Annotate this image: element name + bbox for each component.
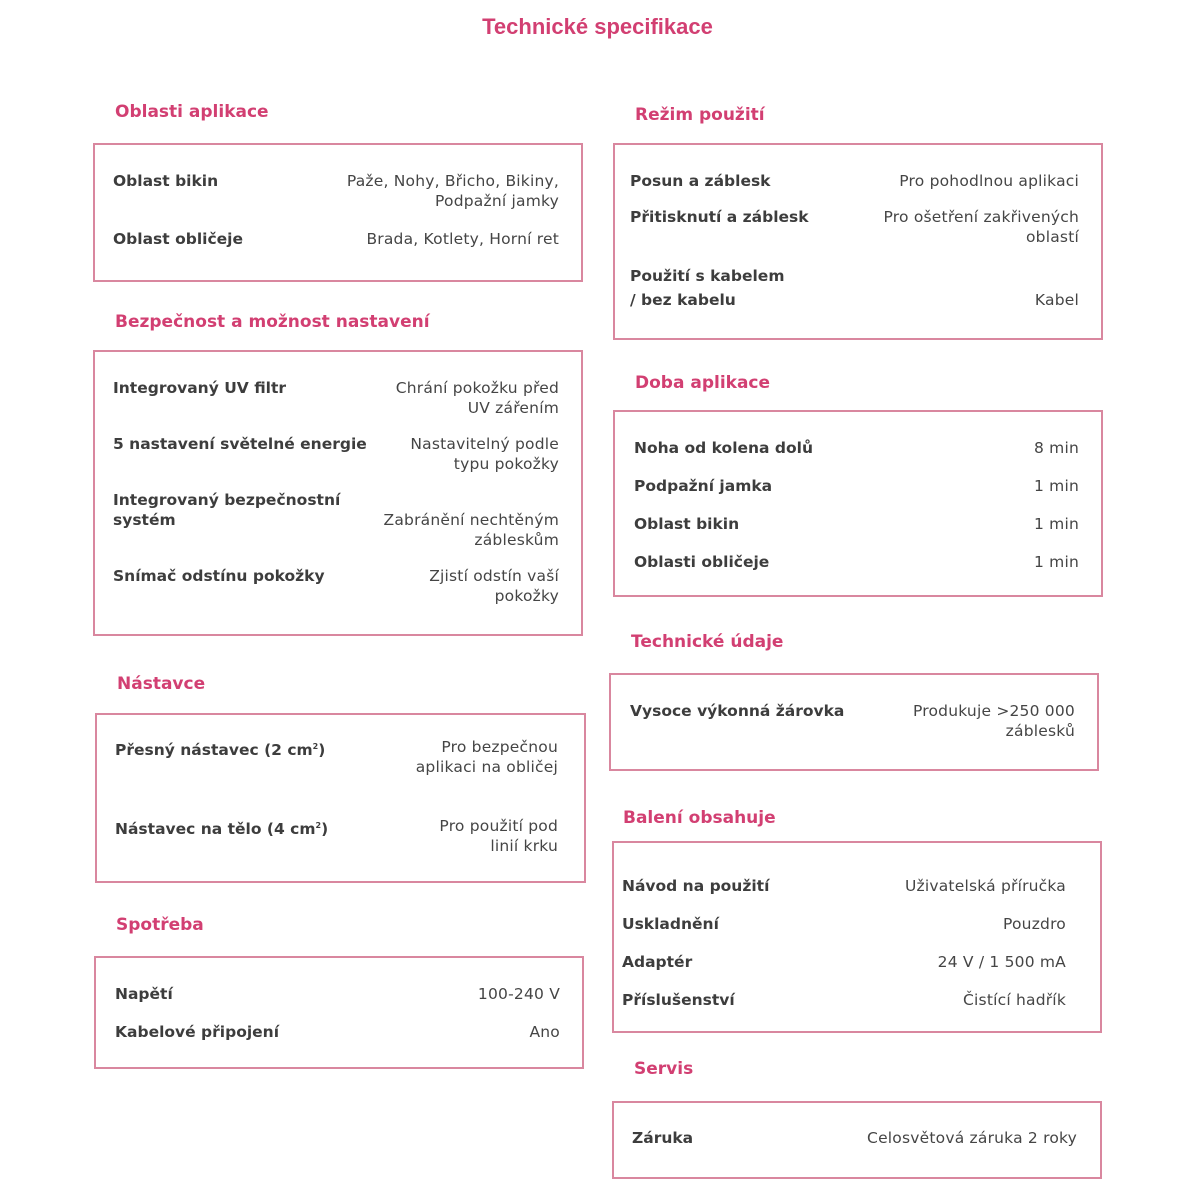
spec-row: [113, 566, 559, 606]
spec-key: Přitisknutí a záblesk: [630, 208, 809, 226]
section-title-servis: Servis: [634, 1059, 694, 1079]
spec-row: [632, 1128, 1077, 1148]
section-title-doba-aplikace: Doba aplikace: [635, 373, 771, 393]
spec-value: [410, 434, 559, 474]
spec-value: [439, 816, 558, 856]
spec-value: Uživatelská příručka: [904, 877, 1066, 895]
spec-value-line: Chrání pokožku před: [395, 379, 559, 397]
spec-row: [113, 434, 559, 474]
superscript: 2: [312, 742, 319, 751]
spec-box-oblasti-aplikace: [93, 143, 583, 282]
spec-value-line: Paže, Nohy, Břicho, Bikiny,: [346, 172, 559, 190]
spec-row: [622, 990, 1066, 1010]
spec-key-text: ): [318, 741, 326, 760]
spec-value: 1 min: [1033, 553, 1079, 571]
spec-value: Pouzdro: [1003, 915, 1066, 933]
spec-value: 100-240 V: [477, 985, 560, 1003]
spec-key: Návod na použití: [622, 877, 770, 895]
spec-key: Kabelové připojení: [115, 1023, 280, 1041]
spec-value-line: Pro ošetření zakřivených: [883, 208, 1079, 226]
spec-key: [113, 490, 340, 550]
spec-value-line: zábleskům: [474, 531, 559, 549]
spec-box-nastavce: [95, 713, 586, 883]
spec-value-line: Zabránění nechtěným: [383, 511, 559, 529]
spec-key: Oblast obličeje: [113, 230, 243, 248]
spec-value: 8 min: [1033, 439, 1079, 457]
spec-value: Pro pohodlnou aplikaci: [899, 172, 1079, 190]
spec-row: [634, 476, 1079, 496]
spec-key: [115, 737, 325, 777]
spec-key: Záruka: [632, 1129, 694, 1147]
spec-value: Ano: [529, 1023, 560, 1041]
spec-value: [913, 701, 1075, 741]
section-title-nastavce: Nástavce: [117, 674, 206, 694]
spec-row: [115, 816, 558, 856]
spec-row: [634, 552, 1079, 572]
spec-key: Podpažní jamka: [634, 477, 773, 495]
spec-key-text: Nástavec na tělo (4 cm: [115, 820, 316, 839]
spec-row: [634, 438, 1079, 458]
spec-value: 1 min: [1033, 515, 1079, 533]
spec-value: [416, 737, 558, 777]
spec-value: 24 V / 1 500 mA: [937, 953, 1066, 971]
spec-key: [630, 264, 784, 312]
section-title-technicke-udaje: Technické údaje: [631, 632, 784, 652]
spec-value-line: Podpažní jamky: [435, 192, 559, 210]
spec-value-line: aplikaci na obličej: [415, 758, 558, 776]
spec-value-line: linií krku: [490, 837, 558, 855]
spec-value-line: Produkuje >250 000: [912, 702, 1075, 720]
spec-row: [622, 914, 1066, 934]
spec-value-line: záblesků: [1005, 722, 1075, 740]
spec-value: [396, 378, 559, 418]
section-title-baleni: Balení obsahuje: [623, 808, 776, 828]
spec-value: Kabel: [1034, 291, 1079, 309]
spec-value-line: Pro bezpečnou: [441, 738, 558, 756]
spec-row: [630, 207, 1079, 247]
spec-key-line: systém: [113, 511, 176, 529]
spec-row: [622, 876, 1066, 896]
spec-box-baleni: [612, 841, 1102, 1033]
page-title: Technické specifikace: [482, 14, 713, 39]
spec-row: [630, 264, 1079, 312]
spec-value-line: oblastí: [1026, 228, 1079, 246]
spec-key: Vysoce výkonná žárovka: [630, 702, 845, 720]
spec-row: [113, 378, 559, 418]
spec-key: [115, 816, 328, 856]
spec-value: 1 min: [1033, 477, 1079, 495]
spec-key: Snímač odstínu pokožky: [113, 567, 325, 585]
spec-value: Celosvětová záruka 2 roky: [867, 1129, 1077, 1147]
spec-value: [347, 171, 559, 211]
spec-key: Oblasti obličeje: [634, 553, 770, 571]
spec-row: [634, 514, 1079, 534]
spec-key: Oblast bikin: [634, 515, 740, 533]
spec-value-line: pokožky: [494, 587, 559, 605]
spec-box-bezpecnost: [93, 350, 583, 636]
spec-key-line: Integrovaný bezpečnostní: [113, 491, 341, 509]
spec-key: Posun a záblesk: [630, 172, 771, 190]
spec-row: [115, 984, 560, 1004]
spec-value: Brada, Kotlety, Horní ret: [366, 230, 559, 248]
spec-row: [115, 1022, 560, 1042]
spec-key: Napětí: [115, 985, 173, 1003]
spec-key: Uskladnění: [622, 915, 719, 933]
section-title-oblasti-aplikace: Oblasti aplikace: [115, 102, 269, 122]
spec-box-spotreba: [94, 956, 584, 1069]
spec-value: Čistící hadřík: [963, 991, 1066, 1009]
spec-row: [113, 490, 559, 550]
spec-row: [113, 171, 559, 211]
spec-key: Integrovaný UV filtr: [113, 379, 287, 397]
spec-box-doba-aplikace: [613, 410, 1103, 597]
spec-row: [115, 737, 558, 777]
spec-value-line: UV zářením: [467, 399, 559, 417]
spec-value-line: Zjistí odstín vaší: [429, 567, 559, 585]
spec-row: [622, 952, 1066, 972]
section-title-rezim-pouziti: Režim použití: [635, 105, 765, 125]
spec-value: [429, 566, 559, 606]
section-title-spotreba: Spotřeba: [116, 915, 204, 935]
spec-key-line: Použití s kabelem: [630, 267, 785, 285]
spec-box-technicke-udaje: [609, 673, 1099, 771]
spec-value-line: Nastavitelný podle: [410, 435, 559, 453]
spec-key: Noha od kolena dolů: [634, 439, 813, 457]
spec-value-line: Pro použití pod: [439, 817, 558, 835]
spec-key: Oblast bikin: [113, 172, 219, 190]
spec-key: Příslušenství: [622, 991, 735, 1009]
section-title-bezpecnost: Bezpečnost a možnost nastavení: [115, 312, 430, 332]
spec-key: 5 nastavení světelné energie: [113, 435, 367, 453]
spec-key-text: Přesný nástavec (2 cm: [115, 741, 313, 760]
spec-row: [630, 171, 1079, 191]
spec-value: [884, 207, 1079, 247]
spec-box-rezim-pouziti: [613, 143, 1103, 340]
spec-row: [630, 701, 1075, 741]
spec-row: [113, 229, 559, 249]
spec-key-line: / bez kabelu: [630, 291, 736, 309]
spec-key-text: ): [321, 820, 329, 839]
spec-value: [384, 490, 559, 550]
spec-value-line: typu pokožky: [453, 455, 559, 473]
spec-box-servis: [612, 1101, 1102, 1179]
spec-key: Adaptér: [622, 953, 693, 971]
superscript: 2: [315, 821, 322, 830]
